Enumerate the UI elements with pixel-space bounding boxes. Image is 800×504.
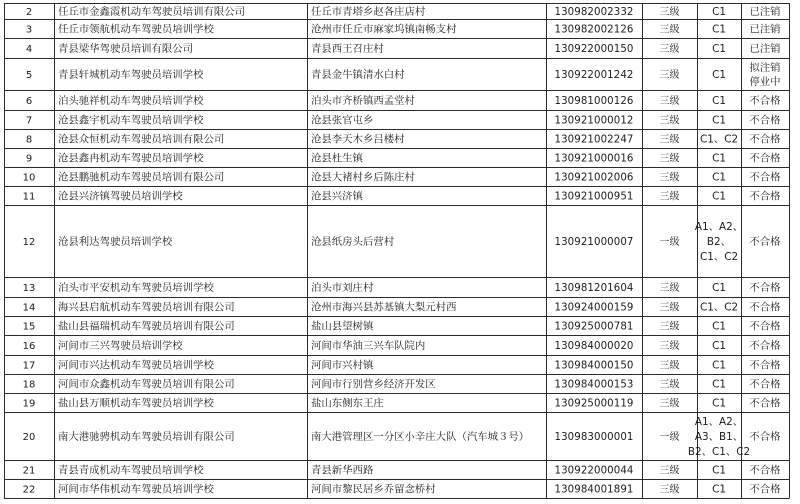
license-code: 130981000126 bbox=[554, 96, 634, 107]
row-number: 4 bbox=[25, 44, 33, 55]
license-code: 130921002006 bbox=[554, 172, 634, 184]
school-grade: 一级 bbox=[659, 237, 680, 248]
inspection-status: 不合格 bbox=[749, 236, 781, 248]
vehicle-type-line: A1、A2、 bbox=[694, 416, 744, 428]
inspection-status: 不合格 bbox=[749, 483, 781, 496]
school-grade: 三级 bbox=[659, 283, 680, 294]
row-number: 11 bbox=[22, 191, 36, 203]
school-address: 河间市华油三兴车队院内 bbox=[311, 340, 426, 352]
school-address: 南大港管理区一分区小辛庄大队（汽车城３号） bbox=[311, 431, 530, 443]
inspection-status: 不合格 bbox=[749, 114, 781, 127]
school-grade: 三级 bbox=[659, 134, 680, 146]
school-name: 河间市众鑫机动车驾驶员培训有限公司 bbox=[58, 378, 235, 391]
row-number: 3 bbox=[25, 24, 33, 36]
row-number: 12 bbox=[22, 237, 36, 248]
inspection-status: 停业中 bbox=[749, 76, 781, 88]
inspection-status: 不合格 bbox=[749, 152, 781, 165]
school-address: 盐山县望树镇 bbox=[311, 320, 374, 333]
school-address: 盐山东侧东王庄 bbox=[311, 397, 384, 410]
row-number: 22 bbox=[22, 484, 36, 496]
license-code: 130981201604 bbox=[554, 283, 634, 294]
vehicle-type-line: C1、C2 bbox=[699, 301, 739, 314]
license-code: 130924000159 bbox=[554, 302, 634, 314]
school-grade: 三级 bbox=[659, 96, 680, 107]
school-address: 沧州市海兴县苏基镇大梨元村西 bbox=[311, 301, 457, 314]
school-name: 盐山县福瑞机动车驾驶员培训有限公司 bbox=[58, 320, 235, 333]
school-address: 青县西王召庄村 bbox=[311, 43, 384, 55]
inspection-status: 不合格 bbox=[749, 190, 781, 203]
school-grade: 三级 bbox=[659, 398, 680, 410]
inspection-status: 已注销 bbox=[749, 43, 781, 55]
row-number: 15 bbox=[22, 321, 36, 333]
license-code: 130922001242 bbox=[554, 70, 634, 81]
school-address: 沧州市任丘市麻家坞镇南畅支村 bbox=[311, 23, 457, 36]
row-number: 2 bbox=[25, 7, 33, 18]
vehicle-type-line: C1 bbox=[712, 397, 726, 410]
school-name: 沧县鑫宇机动车驾驶员培训学校 bbox=[58, 114, 204, 127]
license-code: 130921002247 bbox=[554, 134, 634, 146]
school-grade: 三级 bbox=[659, 302, 680, 314]
row-number: 9 bbox=[25, 153, 33, 165]
school-grade: 三级 bbox=[659, 465, 680, 477]
license-code: 130921000012 bbox=[554, 115, 634, 127]
license-code: 130984000150 bbox=[554, 360, 634, 372]
school-grade: 三级 bbox=[659, 172, 680, 184]
school-name: 沧县兴济镇驾驶员培训学校 bbox=[58, 190, 183, 203]
school-name: 沧县众恒机动车驾驶员培训有限公司 bbox=[58, 133, 225, 146]
row-number: 17 bbox=[22, 360, 36, 372]
school-address: 沧县大褚村乡后陈庄村 bbox=[311, 171, 415, 184]
license-code: 130982002332 bbox=[554, 7, 634, 18]
vehicle-type-line: C1 bbox=[712, 69, 726, 81]
row-number: 14 bbox=[22, 302, 36, 314]
license-code: 130982002126 bbox=[554, 24, 634, 36]
vehicle-type-line: C1 bbox=[712, 43, 726, 55]
school-name: 河间市兴达机动车驾驶员培训学校 bbox=[58, 359, 214, 372]
row-number: 6 bbox=[25, 96, 33, 107]
school-grade: 三级 bbox=[659, 191, 680, 203]
inspection-status: 不合格 bbox=[749, 301, 781, 314]
inspection-status: 不合格 bbox=[749, 359, 781, 372]
row-number: 21 bbox=[22, 465, 36, 477]
row-number: 20 bbox=[22, 432, 36, 443]
school-address: 青县新华西路 bbox=[311, 464, 374, 477]
school-name: 任丘市金鑫霞机动车驾驶员培训有限公司 bbox=[58, 6, 246, 18]
vehicle-type-line: C1 bbox=[712, 23, 726, 36]
school-address: 任丘市青塔乡赵各庄店村 bbox=[311, 6, 426, 18]
school-name: 盐山县万顺机动车驾驶员培训学校 bbox=[58, 397, 214, 410]
vehicle-type-line: A3、B1、 bbox=[694, 431, 744, 443]
vehicle-type-line: A1、A2、 bbox=[694, 221, 744, 233]
school-name: 青县轩城机动车驾驶员培训学校 bbox=[58, 69, 204, 81]
vehicle-type-line: C1 bbox=[712, 340, 726, 352]
school-grade: 三级 bbox=[659, 70, 680, 81]
school-address: 河间市黎民居乡乔留念桥村 bbox=[311, 483, 436, 496]
school-name: 沧县利达驾驶员培训学校 bbox=[58, 236, 173, 248]
license-code: 130922000150 bbox=[554, 44, 634, 55]
school-name: 泊头驰祥机动车驾驶员培训学校 bbox=[58, 95, 204, 107]
license-code: 130922000044 bbox=[554, 465, 634, 477]
school-grade: 三级 bbox=[659, 484, 680, 496]
vehicle-type-line: B2、C1、C2 bbox=[687, 446, 751, 458]
school-address: 沧县杜生镇 bbox=[311, 152, 363, 165]
school-name: 沧县鹏驰机动车驾驶员培训有限公司 bbox=[58, 171, 225, 184]
school-address: 泊头市刘庄村 bbox=[311, 282, 374, 294]
license-code: 130984000020 bbox=[554, 341, 634, 352]
school-name: 海兴县启航机动车驾驶员培训有限公司 bbox=[58, 301, 235, 314]
inspection-status: 不合格 bbox=[749, 320, 781, 333]
school-name: 河间市三兴驾驶员培训学校 bbox=[58, 340, 183, 352]
inspection-status: 拟注销 bbox=[749, 62, 781, 74]
school-grade: 三级 bbox=[659, 115, 680, 127]
vehicle-type-line: C1 bbox=[712, 6, 726, 18]
school-grade: 三级 bbox=[659, 24, 680, 36]
vehicle-type-line: C1 bbox=[712, 152, 726, 165]
school-address: 河间市行别营乡经济开发区 bbox=[311, 378, 436, 391]
vehicle-type-line: C1、C2 bbox=[699, 133, 739, 146]
license-code: 130984001891 bbox=[554, 484, 634, 496]
school-grade: 三级 bbox=[659, 321, 680, 333]
license-code: 130925000119 bbox=[554, 398, 634, 410]
row-number: 19 bbox=[22, 398, 36, 410]
school-address: 沧县李天木乡吕楼村 bbox=[311, 133, 405, 146]
row-number: 13 bbox=[22, 283, 36, 294]
school-address: 泊头市齐桥镇西孟堂村 bbox=[311, 95, 415, 107]
row-number: 7 bbox=[25, 115, 33, 127]
school-grade: 一级 bbox=[659, 432, 680, 443]
school-grade: 三级 bbox=[659, 379, 680, 391]
inspection-status: 已注销 bbox=[749, 6, 781, 18]
inspection-status: 不合格 bbox=[749, 397, 781, 410]
row-number: 16 bbox=[22, 341, 36, 352]
vehicle-type-line: C1 bbox=[712, 282, 726, 294]
vehicle-type-line: B2、 bbox=[706, 236, 732, 248]
vehicle-type-line: C1 bbox=[712, 190, 726, 203]
vehicle-type-line: C1 bbox=[712, 171, 726, 184]
school-grade: 三级 bbox=[659, 153, 680, 165]
school-name: 青县梁华驾驶员培训有限公司 bbox=[58, 43, 194, 55]
school-grade: 三级 bbox=[659, 44, 680, 55]
school-name: 南大港驰骋机动车驾驶员培训有限公司 bbox=[58, 431, 235, 443]
license-code: 130921000007 bbox=[554, 237, 634, 248]
row-number: 18 bbox=[22, 379, 36, 391]
table-cells bbox=[23, 5, 782, 496]
school-name: 泊头市平安机动车驾驶员培训学校 bbox=[58, 282, 214, 294]
vehicle-type-line: C1 bbox=[712, 464, 726, 477]
school-name: 青县青成机动车驾驶员培训学校 bbox=[58, 464, 204, 477]
school-grade: 三级 bbox=[659, 7, 680, 18]
school-name: 河间市华伟机动车驾驶员培训学校 bbox=[58, 483, 214, 496]
license-code: 130925000781 bbox=[554, 321, 634, 333]
row-number: 8 bbox=[25, 134, 33, 146]
vehicle-type-line: C1 bbox=[712, 359, 726, 372]
school-address: 河间市兴村镇 bbox=[311, 359, 374, 372]
inspection-status: 不合格 bbox=[749, 431, 781, 443]
license-code: 130921000951 bbox=[554, 191, 634, 203]
school-address: 沧县兴济镇 bbox=[311, 190, 363, 203]
inspection-status: 不合格 bbox=[749, 464, 781, 477]
inspection-status: 不合格 bbox=[749, 378, 781, 391]
license-code: 130921000016 bbox=[554, 153, 634, 165]
school-address: 沧县纸房头后营村 bbox=[311, 236, 395, 248]
school-address: 沧县张官屯乡 bbox=[311, 114, 374, 127]
school-grade: 三级 bbox=[659, 360, 680, 372]
school-name: 任丘市领航机动车驾驶员培训学校 bbox=[58, 23, 214, 36]
vehicle-type-line: C1 bbox=[712, 320, 726, 333]
vehicle-type-line: C1、C2 bbox=[699, 251, 739, 263]
vehicle-type-line: C1 bbox=[712, 483, 726, 496]
vehicle-type-line: C1 bbox=[712, 114, 726, 127]
vehicle-type-line: C1 bbox=[712, 378, 726, 391]
inspection-status: 不合格 bbox=[749, 282, 781, 294]
license-code: 130984000153 bbox=[554, 379, 634, 391]
school-address: 青县金牛镇清水白村 bbox=[311, 69, 405, 81]
school-name: 沧县鑫冉机动车驾驶员培训学校 bbox=[58, 152, 204, 165]
row-number: 5 bbox=[25, 70, 33, 81]
vehicle-type-line: C1 bbox=[712, 95, 726, 107]
row-number: 10 bbox=[22, 172, 36, 184]
inspection-status: 不合格 bbox=[749, 171, 781, 184]
scanned-table bbox=[4, 3, 794, 500]
license-code: 130983000001 bbox=[554, 432, 634, 443]
inspection-status: 已注销 bbox=[749, 23, 781, 36]
inspection-status: 不合格 bbox=[749, 340, 781, 352]
inspection-status: 不合格 bbox=[749, 95, 781, 107]
inspection-status: 不合格 bbox=[749, 133, 781, 146]
school-grade: 三级 bbox=[659, 341, 680, 352]
